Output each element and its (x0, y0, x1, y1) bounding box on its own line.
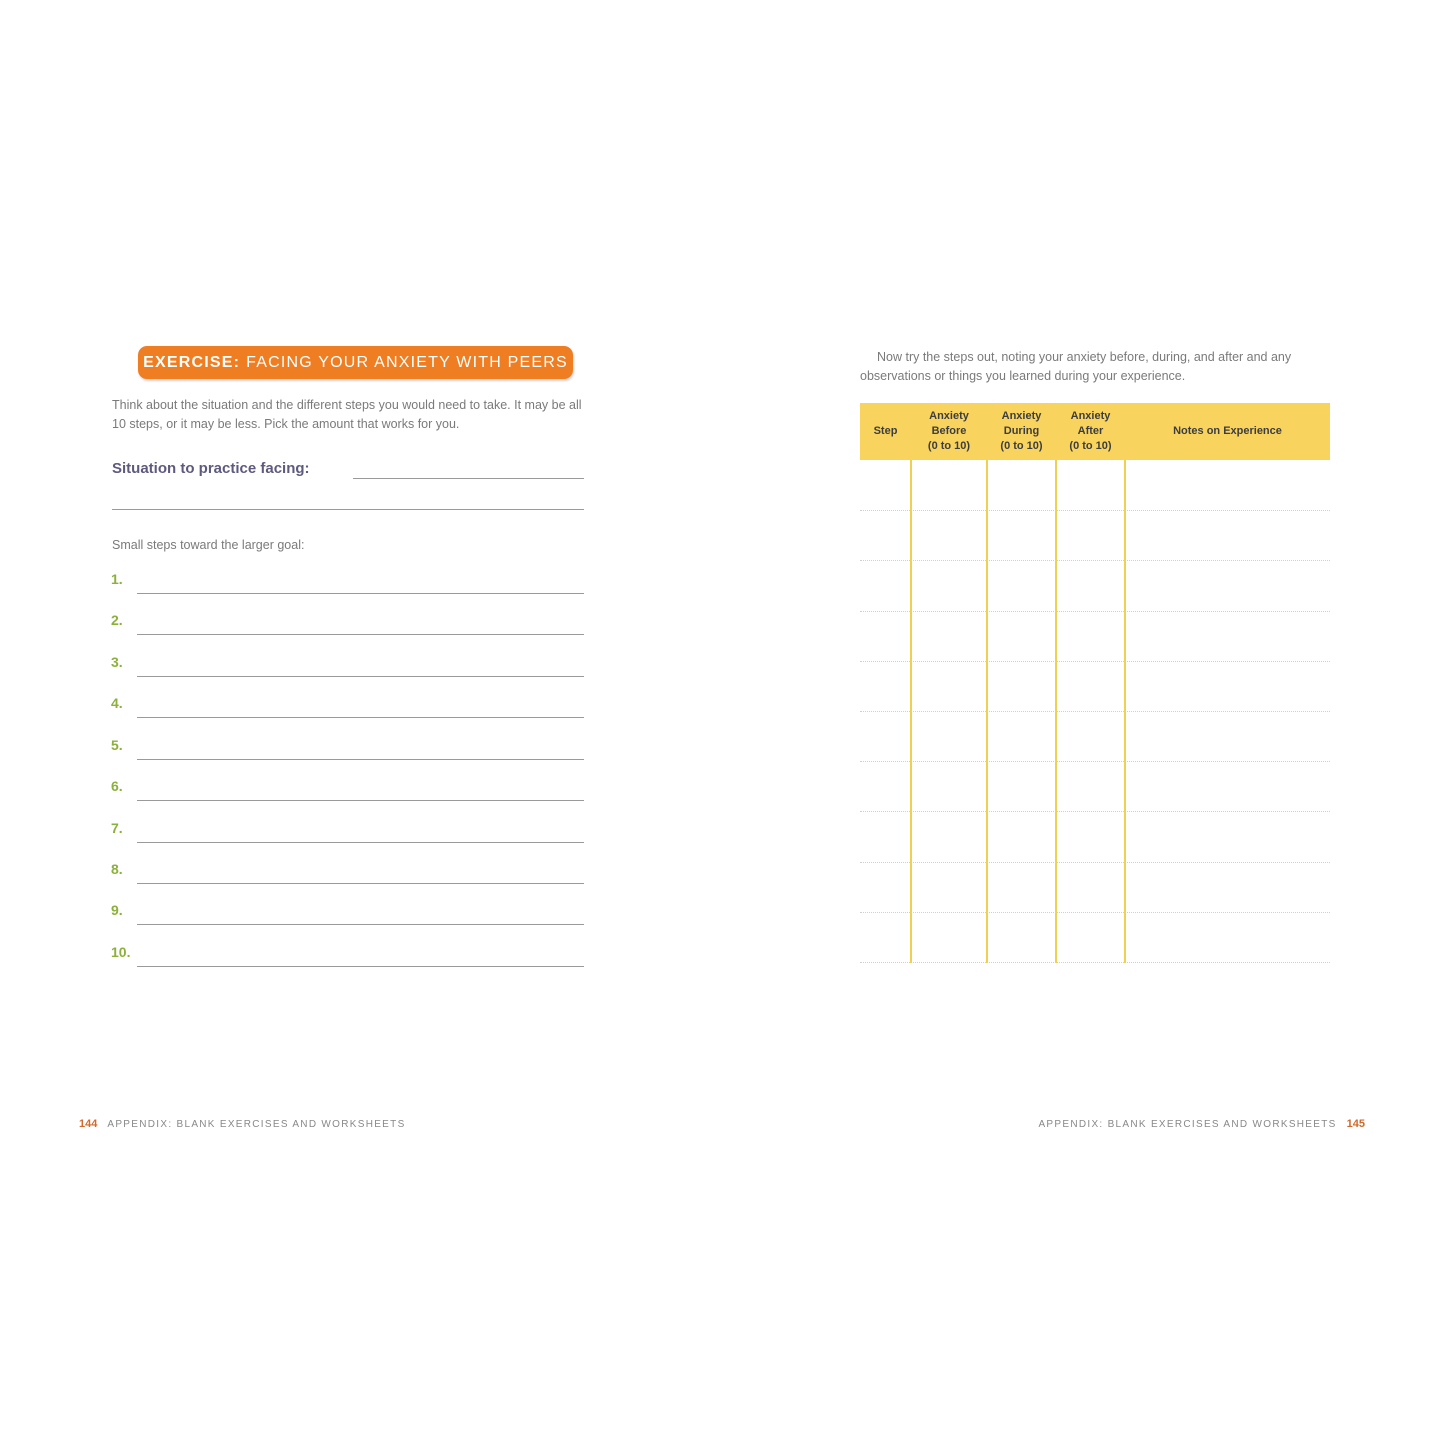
step-number: 9. (111, 902, 123, 918)
left-intro-line: 10 steps, or it may be less. Pick the amount that works for you. (112, 417, 460, 431)
exercise-banner (138, 346, 573, 379)
row-divider (860, 862, 1330, 863)
row-divider (860, 711, 1330, 712)
row-divider (860, 761, 1330, 762)
header-text: Anxiety (929, 410, 969, 422)
step-line[interactable] (137, 717, 584, 718)
anxiety-log-table (860, 403, 1330, 963)
step-line[interactable] (137, 924, 584, 925)
right-page (722, 0, 1445, 1445)
step-line[interactable] (137, 842, 584, 843)
situation-field-line-2[interactable] (112, 509, 584, 510)
header-text: Anxiety (1070, 410, 1111, 422)
right-intro-line: observations or things you learned during your experience. (860, 369, 1186, 383)
header-cell-anxiety-after (1056, 403, 1125, 460)
row-divider (860, 912, 1330, 913)
header-text: Step (873, 425, 898, 437)
row-divider (860, 611, 1330, 612)
header-cell-notes (1125, 403, 1330, 460)
step-number: 10. (111, 944, 131, 960)
left-page (0, 0, 722, 1445)
situation-field-line-1[interactable] (353, 478, 584, 479)
step-line[interactable] (137, 759, 584, 760)
step-line[interactable] (137, 966, 584, 967)
banner-title: FACING YOUR ANXIETY WITH PEERS (246, 353, 568, 371)
footer-text: APPENDIX: BLANK EXERCISES AND WORKSHEETS (1038, 1119, 1337, 1130)
right-footer (1038, 1118, 1365, 1130)
header-text: (0 to 10) (1000, 440, 1043, 452)
step-line[interactable] (137, 883, 584, 884)
step-number: 6. (111, 778, 123, 794)
row-divider (860, 962, 1330, 963)
header-text: Notes on Experience (1173, 425, 1282, 437)
row-divider (860, 661, 1330, 662)
steps-label: Small steps toward the larger goal: (112, 538, 305, 552)
left-footer (79, 1118, 406, 1130)
header-text: Before (931, 425, 967, 437)
row-divider (860, 560, 1330, 561)
page-number: 145 (1346, 1118, 1365, 1130)
step-line[interactable] (137, 800, 584, 801)
row-divider (860, 510, 1330, 511)
row-divider (860, 811, 1330, 812)
step-number: 8. (111, 861, 123, 877)
header-text: After (1077, 425, 1104, 437)
step-number: 7. (111, 820, 123, 836)
right-intro-text (860, 348, 1320, 386)
situation-label: Situation to practice facing: (112, 460, 310, 477)
step-number: 3. (111, 654, 123, 670)
header-cell-step (860, 403, 911, 460)
page-number: 144 (79, 1118, 98, 1130)
header-text: During (1003, 425, 1040, 437)
header-text: (0 to 10) (927, 440, 971, 452)
header-cell-anxiety-during (987, 403, 1056, 460)
right-intro-line: Now try the steps out, noting your anxiety before, during, and after and any (877, 350, 1292, 364)
step-number: 5. (111, 737, 123, 753)
step-number: 1. (111, 571, 123, 587)
header-text: (0 to 10) (1069, 440, 1112, 452)
step-line[interactable] (137, 593, 584, 594)
left-intro-line: Think about the situation and the different steps you would need to take. It may be all (112, 398, 582, 412)
step-number: 4. (111, 695, 123, 711)
step-line[interactable] (137, 634, 584, 635)
step-line[interactable] (137, 676, 584, 677)
header-cell-anxiety-before (911, 403, 987, 460)
banner-bold-label: EXERCISE: (143, 353, 241, 371)
left-intro-text (112, 396, 592, 434)
step-number: 2. (111, 612, 123, 628)
header-text: Anxiety (1001, 410, 1042, 422)
footer-text: APPENDIX: BLANK EXERCISES AND WORKSHEETS (107, 1119, 406, 1130)
